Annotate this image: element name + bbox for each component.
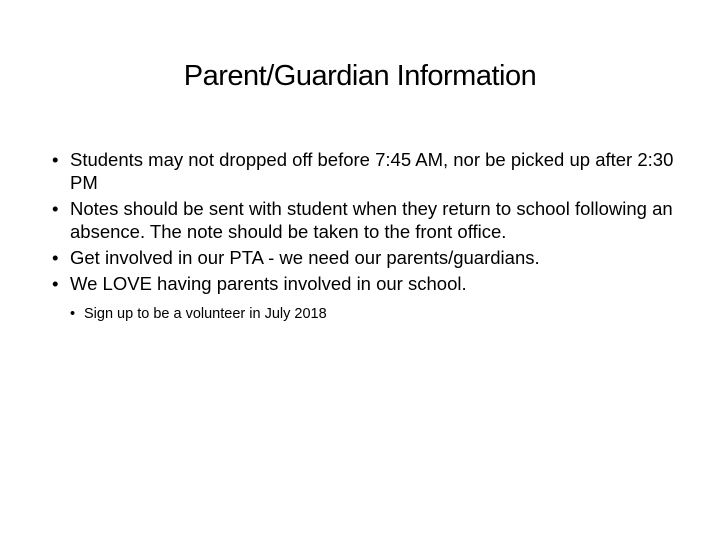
bullet-text: Get involved in our PTA - we need our parents/guardians.	[70, 247, 540, 268]
bullet-text: We LOVE having parents involved in our school.	[70, 273, 467, 294]
sub-bullet-text: Sign up to be a volunteer in July 2018	[84, 306, 327, 322]
bullet-item: • Get involved in our PTA - we need our parents/guardians.	[52, 247, 540, 268]
bullet-item: • Students may not dropped off before 7:45 AM, nor be picked up after 2:30 PM	[52, 149, 674, 193]
bullet-text: Notes should be sent with student when they return to school following an absence. The note should be taken to the front office.	[70, 198, 673, 242]
slide-title: Parent/Guardian Information	[183, 60, 537, 92]
bullet-list	[52, 148, 692, 329]
bullet-text: Students may not dropped off before 7:45 AM, nor be picked up after 2:30 PM	[70, 149, 674, 193]
bullet-item: • We LOVE having parents involved in our school.	[52, 273, 467, 294]
sub-bullet-item: • Sign up to be a volunteer in July 2018	[70, 306, 327, 322]
bullet-item: • Notes should be sent with student when they return to school following an absence. The note should be taken to the front office.	[52, 198, 673, 242]
